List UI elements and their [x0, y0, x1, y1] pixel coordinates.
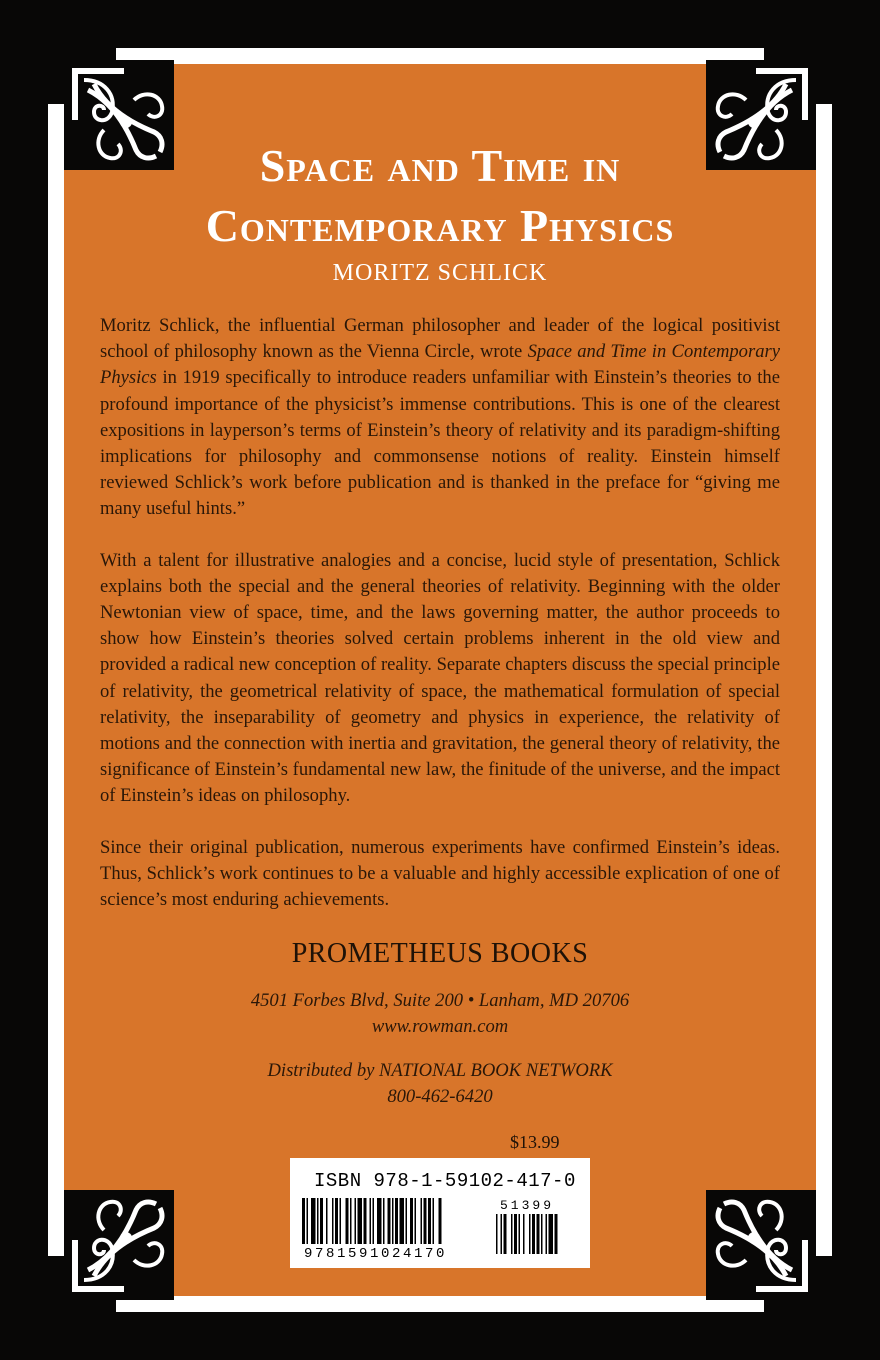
barcode-bar [377, 1198, 382, 1244]
barcode-bar [350, 1198, 352, 1244]
barcode-bar [332, 1198, 334, 1244]
isbn-label: ISBN 978-1-59102-417-0 [314, 1170, 576, 1192]
addon-bar [501, 1214, 503, 1254]
addon-bar [549, 1214, 554, 1254]
barcode-bar [307, 1198, 309, 1244]
barcode-bar [358, 1198, 363, 1244]
description-paragraph-3: Since their original publication, numerous experiments have confirmed Einstein’s ideas. Thus, Schlick’s work continues to be a valuable and highly accessible explication of one of science’s most enduring achievements. [100, 836, 780, 911]
barcode-bar [326, 1198, 328, 1244]
addon-bar [555, 1214, 558, 1254]
addon-bar [529, 1214, 531, 1254]
barcode-bar [317, 1198, 319, 1244]
publisher-address: 4501 Forbes Blvd, Suite 200 • Lanham, MD 20706 [250, 990, 630, 1012]
barcode-bar [410, 1198, 413, 1244]
title-line-2: Contemporary Physics [205, 200, 675, 251]
p1-book-title: Space and Time in Contemporary Physics [100, 341, 780, 389]
barcode-bar [428, 1198, 431, 1244]
barcode-bar [392, 1198, 394, 1244]
distributor-phone: 800-462-6420 [387, 1086, 493, 1108]
back-cover-content [100, 136, 780, 1110]
ean-digits: 9781591024170 [304, 1246, 448, 1262]
barcode-bar [335, 1198, 338, 1244]
addon-bar [523, 1214, 525, 1254]
addon-bar [496, 1214, 498, 1254]
barcode-bar [346, 1198, 349, 1244]
barcode-bar [415, 1198, 417, 1244]
barcode-bar [355, 1198, 357, 1244]
addon-bar [514, 1214, 517, 1254]
addon-bar [541, 1214, 543, 1254]
barcode-bar [370, 1198, 372, 1244]
addon-digits: 51399 [500, 1198, 555, 1213]
barcode-bar [311, 1198, 316, 1244]
barcode-bar [421, 1198, 423, 1244]
barcode-bar [364, 1198, 367, 1244]
barcode-bar [400, 1198, 405, 1244]
barcode-bar [302, 1198, 305, 1244]
addon-bar [537, 1214, 540, 1254]
price-label: $13.99 [510, 1132, 560, 1152]
barcode-bar [373, 1198, 375, 1244]
description-paragraph-2: With a talent for illustrative analogies and a concise, lucid style of presentation, Schlick explains both the special and the general theories of relativity. Beginning with the older Newtonian view of space, time, and the laws governing matter, the author proceeds to show how Einstein’s theories solved certain problems inherent in the old view and provided a radical new conception of reality. Separate chapters discuss the special principle of relativity, the geometrical relativity of space, the mathematical formulation of special relativity, the inseparability of geometry and physics in experience, the relativity of motions and the connection with inertia and gravitation, the general theory of relativity, the significance of Einstein’s fundamental new law, the finitude of the universe, and the impact of Einstein’s ideas on philosophy. [100, 549, 780, 807]
barcode-block [290, 1158, 590, 1268]
corner-ornament-icon [64, 1190, 174, 1300]
author-name: MORITZ SCHLICK [332, 260, 548, 286]
p1-text-b: in 1919 specifically to introduce readers unfamiliar with Einstein’s theories to the profound importance of the physicist’s immense contributions. This is one of the clearest expositions in layperson’s terms of Einstein’s theory of relativity and its paradigm-shifting implications for philosophy and commonsense notions of reality. Einstein himself reviewed Schlick’s work before publication and is thanked in the preface for “giving me many useful hints.” [100, 367, 780, 520]
barcode-bar [383, 1198, 385, 1244]
addon-bar [519, 1214, 521, 1254]
addon-bar [532, 1214, 535, 1254]
publisher-website: www.rowman.com [371, 1016, 509, 1038]
publisher-name: PROMETHEUS BOOKS [291, 938, 589, 970]
distributor-line: Distributed by NATIONAL BOOK NETWORK [267, 1060, 613, 1082]
title-line-1: Space and Time in [259, 140, 621, 191]
barcode-bar [424, 1198, 427, 1244]
addon-bar [546, 1214, 548, 1254]
barcode-bar [395, 1198, 398, 1244]
barcode-bar [340, 1198, 342, 1244]
barcode-bar [320, 1198, 323, 1244]
barcode-bar [388, 1198, 391, 1244]
barcode-bar [406, 1198, 408, 1244]
addon-bar [504, 1214, 507, 1254]
barcode-bar [439, 1198, 442, 1244]
barcode-bar [433, 1198, 435, 1244]
book-title [100, 136, 780, 256]
p1-text-a: Moritz Schlick, the influential German philosopher and leader of the logical positivist school of philosophy known as the Vienna Circle, wrote [100, 315, 780, 363]
description-paragraph-1 [100, 313, 780, 523]
corner-ornament-icon [706, 1190, 816, 1300]
addon-bar [511, 1214, 513, 1254]
